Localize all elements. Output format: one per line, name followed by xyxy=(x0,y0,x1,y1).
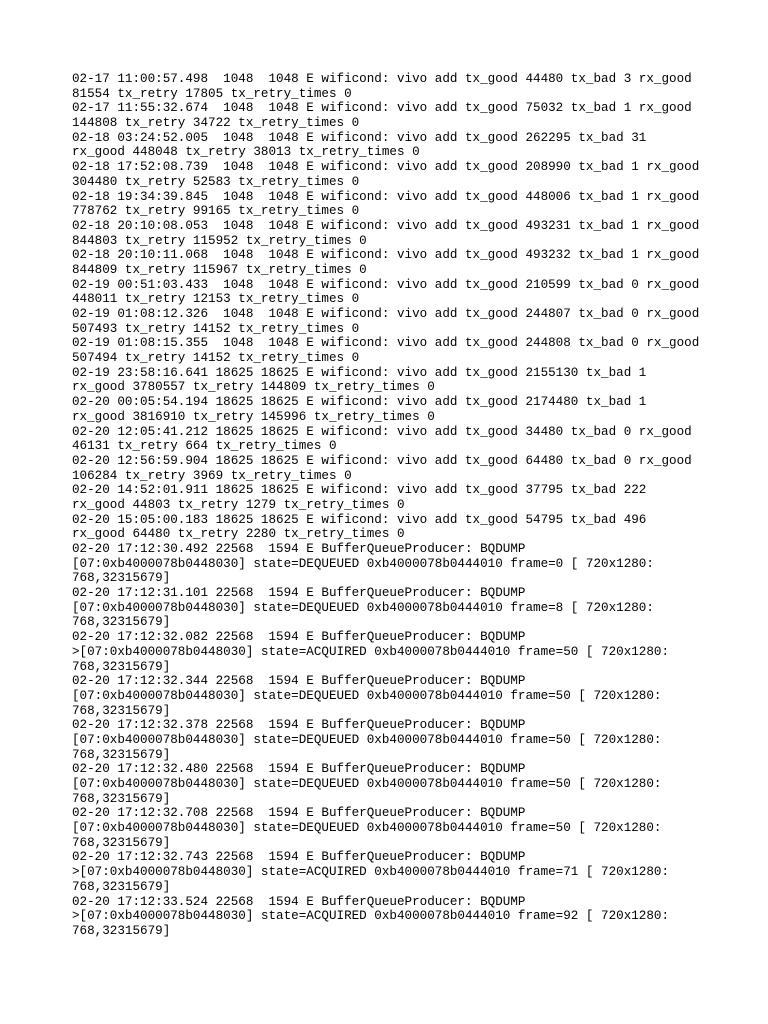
log-line: 02-20 14:52:01.911 18625 18625 E wificond: vivo add tx_good 37795 tx_bad 222 xyxy=(72,483,647,498)
log-line: [07:0xb4000078b0448030] state=DEQUEUED 0xb4000078b0444010 frame=0 [ 720x1280: xyxy=(72,556,654,571)
log-line: 02-20 17:12:32.378 22568 1594 E BufferQueueProducer: BQDUMP xyxy=(72,718,526,733)
log-line: [07:0xb4000078b0448030] state=DEQUEUED 0xb4000078b0444010 frame=50 [ 720x1280: xyxy=(72,732,662,747)
log-line: 02-18 20:10:11.068 1048 1048 E wificond: vivo add tx_good 493232 tx_bad 1 rx_good xyxy=(72,248,700,263)
log-line: 844803 tx_retry 115952 tx_retry_times 0 xyxy=(72,233,367,248)
log-line: 768,32315679] xyxy=(72,791,171,806)
log-line: >[07:0xb4000078b0448030] state=ACQUIRED 0xb4000078b0444010 frame=92 [ 720x1280: xyxy=(72,909,670,924)
log-line: 02-20 17:12:32.743 22568 1594 E BufferQueueProducer: BQDUMP xyxy=(72,850,526,865)
log-line: 02-20 00:05:54.194 18625 18625 E wificond: vivo add tx_good 2174480 tx_bad 1 xyxy=(72,395,647,410)
log-line: 02-20 17:12:31.101 22568 1594 E BufferQueueProducer: BQDUMP xyxy=(72,586,526,601)
log-line: 46131 tx_retry 664 tx_retry_times 0 xyxy=(72,439,337,454)
log-line: 768,32315679] xyxy=(72,703,171,718)
log-line: 507494 tx_retry 14152 tx_retry_times 0 xyxy=(72,351,360,366)
log-line: 02-17 11:00:57.498 1048 1048 E wificond: vivo add tx_good 44480 tx_bad 3 rx_good xyxy=(72,72,692,86)
log-line: 02-19 01:08:15.355 1048 1048 E wificond: vivo add tx_good 244808 tx_bad 0 rx_good xyxy=(72,336,700,351)
log-line: 02-19 01:08:12.326 1048 1048 E wificond: vivo add tx_good 244807 tx_bad 0 rx_good xyxy=(72,307,700,321)
log-line: >[07:0xb4000078b0448030] state=ACQUIRED 0xb4000078b0444010 frame=50 [ 720x1280: xyxy=(72,644,670,659)
log-line: 81554 tx_retry 17805 tx_retry_times 0 xyxy=(72,86,352,101)
log-line: 02-17 11:55:32.674 1048 1048 E wificond: vivo add tx_good 75032 tx_bad 1 rx_good xyxy=(72,101,692,116)
log-line: 144808 tx_retry 34722 tx_retry_times 0 xyxy=(72,116,360,131)
log-line: 02-20 17:12:30.492 22568 1594 E BufferQueueProducer: BQDUMP xyxy=(72,542,526,556)
log-line: 02-20 17:12:32.708 22568 1594 E BufferQueueProducer: BQDUMP xyxy=(72,806,526,821)
log-document xyxy=(72,72,712,939)
log-line: 768,32315679] xyxy=(72,879,171,894)
log-line: 02-20 17:12:32.480 22568 1594 E BufferQueueProducer: BQDUMP xyxy=(72,762,526,777)
log-line: [07:0xb4000078b0448030] state=DEQUEUED 0xb4000078b0444010 frame=50 [ 720x1280: xyxy=(72,688,662,703)
log-line: 02-20 12:05:41.212 18625 18625 E wificond: vivo add tx_good 34480 tx_bad 0 rx_good xyxy=(72,424,692,439)
log-line: rx_good 3780557 tx_retry 144809 tx_retry_times 0 xyxy=(72,380,435,395)
log-line: [07:0xb4000078b0448030] state=DEQUEUED 0xb4000078b0444010 frame=8 [ 720x1280: xyxy=(72,600,654,615)
log-line: 02-19 23:58:16.641 18625 18625 E wificond: vivo add tx_good 2155130 tx_bad 1 xyxy=(72,365,647,380)
log-line: 02-18 19:34:39.845 1048 1048 E wificond: vivo add tx_good 448006 tx_bad 1 rx_good xyxy=(72,189,700,204)
log-line: 02-20 17:12:32.344 22568 1594 E BufferQueueProducer: BQDUMP xyxy=(72,674,526,689)
log-line: 507493 tx_retry 14152 tx_retry_times 0 xyxy=(72,321,360,336)
log-line: 02-18 03:24:52.005 1048 1048 E wificond: vivo add tx_good 262295 tx_bad 31 xyxy=(72,130,647,145)
log-line: [07:0xb4000078b0448030] state=DEQUEUED 0xb4000078b0444010 frame=50 [ 720x1280: xyxy=(72,821,662,836)
log-line: 02-18 17:52:08.739 1048 1048 E wificond: vivo add tx_good 208990 tx_bad 1 rx_good xyxy=(72,160,700,175)
log-line: 304480 tx_retry 52583 tx_retry_times 0 xyxy=(72,174,360,189)
log-line: >[07:0xb4000078b0448030] state=ACQUIRED 0xb4000078b0444010 frame=71 [ 720x1280: xyxy=(72,865,670,880)
log-line: rx_good 448048 tx_retry 38013 tx_retry_times 0 xyxy=(72,145,420,160)
log-line: 02-20 12:56:59.904 18625 18625 E wificond: vivo add tx_good 64480 tx_bad 0 rx_good xyxy=(72,453,692,468)
log-line: 768,32315679] xyxy=(72,747,171,762)
log-line: 778762 tx_retry 99165 tx_retry_times 0 xyxy=(72,204,360,219)
log-line: 02-20 17:12:33.524 22568 1594 E BufferQueueProducer: BQDUMP xyxy=(72,894,526,909)
log-line: rx_good 3816910 tx_retry 145996 tx_retry_times 0 xyxy=(72,409,435,424)
log-line: 02-20 15:05:00.183 18625 18625 E wificond: vivo add tx_good 54795 tx_bad 496 xyxy=(72,512,647,527)
log-line: 02-20 17:12:32.082 22568 1594 E BufferQueueProducer: BQDUMP xyxy=(72,630,526,645)
log-line: [07:0xb4000078b0448030] state=DEQUEUED 0xb4000078b0444010 frame=50 [ 720x1280: xyxy=(72,777,662,791)
log-line: rx_good 64480 tx_retry 2280 tx_retry_times 0 xyxy=(72,527,405,542)
log-line: 02-18 20:10:08.053 1048 1048 E wificond: vivo add tx_good 493231 tx_bad 1 rx_good xyxy=(72,218,700,233)
log-line: 768,32315679] xyxy=(72,571,171,586)
log-line: 106284 tx_retry 3969 tx_retry_times 0 xyxy=(72,468,352,483)
log-line: 844809 tx_retry 115967 tx_retry_times 0 xyxy=(72,262,367,277)
log-line: 768,32315679] xyxy=(72,615,171,630)
log-line: 02-19 00:51:03.433 1048 1048 E wificond: vivo add tx_good 210599 tx_bad 0 rx_good xyxy=(72,277,700,292)
log-line: 768,32315679] xyxy=(72,923,171,938)
log-line: rx_good 44803 tx_retry 1279 tx_retry_times 0 xyxy=(72,497,405,512)
log-line: 448011 tx_retry 12153 tx_retry_times 0 xyxy=(72,292,360,307)
log-line: 768,32315679] xyxy=(72,659,171,674)
log-line: 768,32315679] xyxy=(72,835,171,850)
